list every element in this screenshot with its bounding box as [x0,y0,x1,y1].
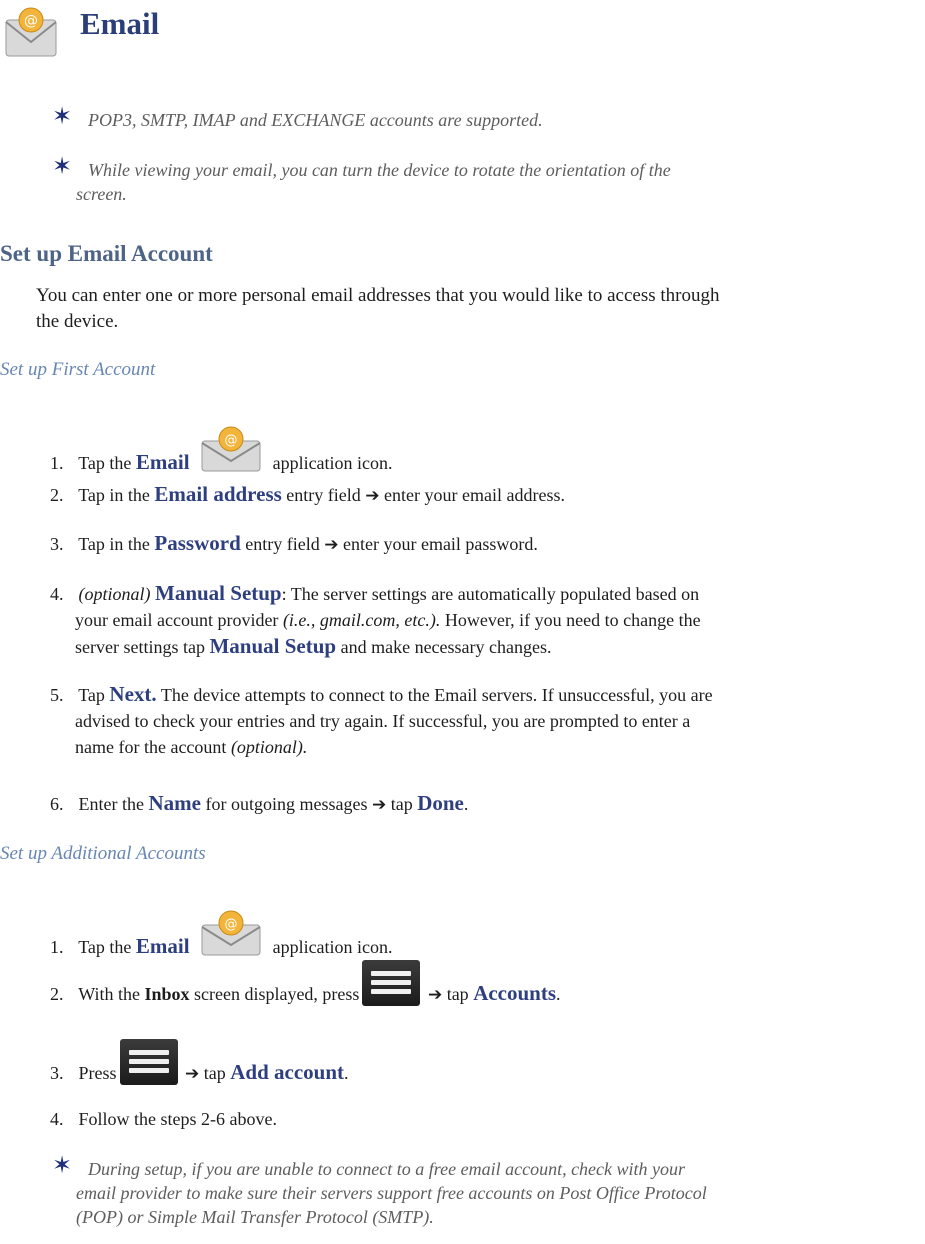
arrow-icon: ➔ [185,1064,200,1084]
arrow-icon: ➔ [324,535,339,555]
step-first-3: 3. Tap in the Password entry field ➔ enter your email password. [50,531,538,555]
svg-text:@: @ [24,13,38,29]
email-app-icon [4,6,58,60]
step-additional-1: 1. Tap the Email @ application icon. [50,909,910,960]
step-first-4: 4. (optional) Manual Setup: The server settings are automatically populated based on your email account provider (i.e., gmail.com, etc.). However, if you need to change the server settings tap Manual Setup and make necessary changes. [50,581,701,658]
arrow-icon: ➔ [371,795,387,815]
subheading-first-account: Set up First Account [0,359,156,380]
note-supported-accounts: ✶ POP3, SMTP, IMAP and EXCHANGE accounts are supported. [52,104,543,130]
step-first-6: 6. Enter the Name for outgoing messages ➔ tap Done. [50,791,469,815]
subheading-additional-accounts: Set up Additional Accounts [0,843,206,864]
arrow-icon: ➔ [427,985,443,1005]
page-title: Email [80,6,160,41]
section-heading: Set up Email Account [0,241,213,266]
arrow-icon: ➔ [365,486,380,506]
step-first-1: 1. Tap the Email @ application icon. [50,425,910,476]
svg-text:@: @ [224,433,238,448]
note-rotate-orientation: ✶ While viewing your email, you can turn the device to rotate the orientation of the screen. [52,154,671,204]
step-additional-3: 3. Press ➔ tap Add account. [50,1039,910,1087]
email-app-icon [200,425,262,475]
menu-key-icon [362,960,420,1006]
star-icon: ✶ [52,154,73,180]
email-app-icon [200,909,262,959]
step-additional-2: 2. With the Inbox screen displayed, press ➔ tap Accounts. [50,960,910,1008]
step-first-2: 2. Tap in the Email address entry field ➔ enter your email address. [50,482,565,506]
svg-text:@: @ [224,917,238,932]
note-free-email-account: ✶ During setup, if you are unable to connect to a free email account, check with your email provider to make sure their servers support free accounts on Post Office Protocol (POP) or Simple Mail Transfer Protocol (SMTP). [52,1153,707,1227]
step-first-5: 5. Tap Next. The device attempts to connect to the Email servers. If unsuccessful, you are advised to check your entries and try again. If successful, you are prompted to enter a name for the account (optional). [50,682,713,757]
star-icon: ✶ [52,104,73,130]
star-icon: ✶ [52,1153,73,1179]
step-additional-4: 4. Follow the steps 2-6 above. [50,1109,277,1129]
section-intro: You can enter one or more personal email addresses that you would like to access through the device. [36,285,720,332]
menu-key-icon [120,1039,178,1085]
